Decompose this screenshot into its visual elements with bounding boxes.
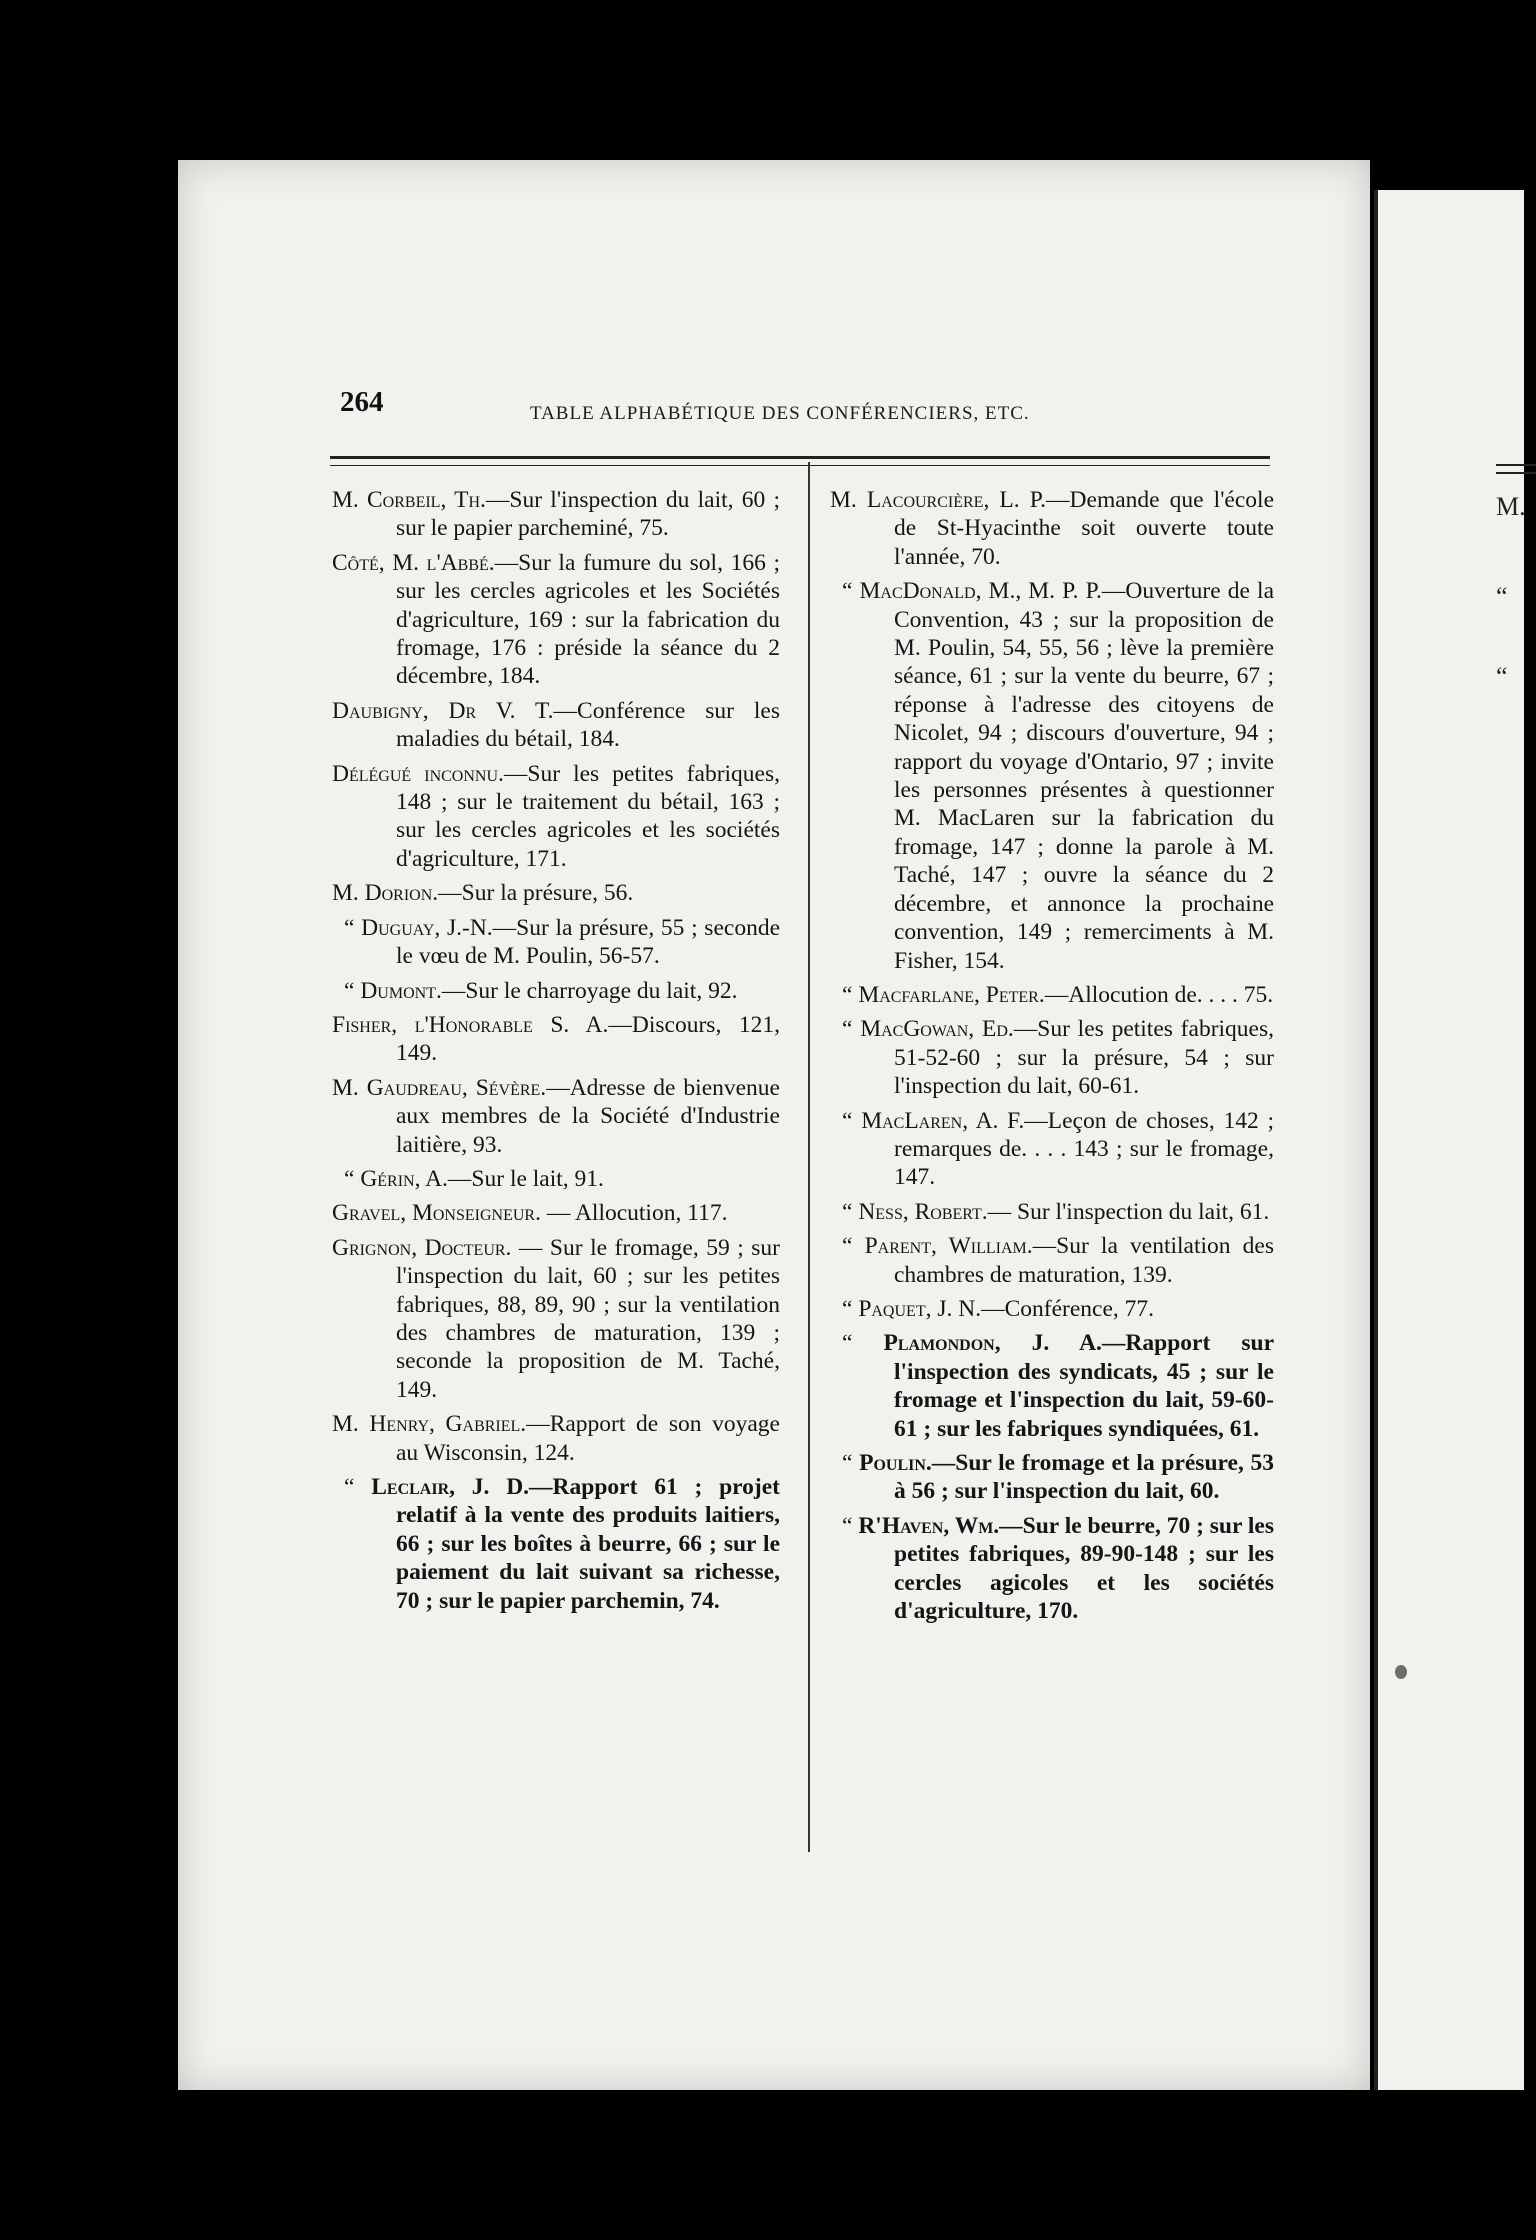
right-column [830, 486, 1274, 1631]
index-entry [830, 577, 1274, 975]
adjacent-page-fragment: “ [1496, 662, 1508, 691]
ink-spot [1395, 1665, 1407, 1679]
entry-text: —Sur la ventilation des chambres de maturation, 139. [894, 1233, 1275, 1288]
entry-text: — Sur le fromage, 59 ; sur l'inspection du lait, 60 ; sur les petites fabriques, 88, 89, 90 ; sur la ventilation des chambres de maturation, 139 ; seconde la proposition de M. Taché, 149. [396, 1234, 780, 1403]
index-entry [332, 1011, 780, 1068]
speaker-name: Dorion. [364, 880, 439, 907]
index-entry [830, 1232, 1274, 1289]
entry-prefix: “ [344, 977, 361, 1004]
speaker-name: Gaudreau, Sévère. [366, 1074, 547, 1101]
speaker-name: Grignon, Docteur. [332, 1234, 512, 1261]
speaker-name: Dumont. [360, 977, 442, 1004]
entry-text: —Sur l'inspection du lait, 60 ; sur le papier parcheminé, 75. [396, 487, 780, 542]
speaker-name: Henry, Gabriel. [369, 1411, 527, 1438]
index-entry [332, 879, 780, 907]
index-entry [830, 486, 1274, 571]
entry-text: —Sur le charroyage du lait, 92. [441, 977, 738, 1004]
entry-prefix: “ [344, 914, 362, 941]
entry-text: —Sur le lait, 91. [447, 1165, 604, 1192]
entry-prefix: “ [842, 1295, 859, 1322]
speaker-name: Paquet, J. N. [858, 1295, 982, 1322]
page-number: 264 [340, 386, 384, 418]
index-entry [830, 1449, 1274, 1506]
index-entry [332, 1473, 780, 1615]
speaker-name: Plamondon, J. A. [883, 1330, 1102, 1357]
speaker-name: Duguay, J.-N. [361, 914, 493, 941]
index-entry [830, 1198, 1274, 1226]
entry-prefix: “ [344, 1474, 372, 1500]
index-entry [830, 1512, 1274, 1626]
entry-prefix: “ [842, 1107, 862, 1134]
entry-text: —Leçon de choses, 142 ; remarques de. . . . 143 ; sur le fromage, 147. [894, 1107, 1274, 1191]
entry-prefix: “ [842, 1016, 861, 1043]
speaker-name: MacGowan, Ed. [860, 1016, 1014, 1043]
adjacent-page-fragment: M. [1496, 492, 1526, 521]
index-entry [830, 1295, 1274, 1323]
index-entry [332, 1074, 780, 1159]
entry-text: — Sur l'inspection du lait, 61. [987, 1198, 1270, 1225]
adjacent-page-fragment: “ [1496, 582, 1508, 611]
index-entry [332, 977, 780, 1005]
entry-prefix: M. [830, 487, 867, 513]
speaker-name: Corbeil, Th. [367, 487, 486, 513]
index-entry [332, 1410, 780, 1467]
column-divider [808, 462, 810, 1852]
entry-text: —Allocution de. . . . 75. [1044, 981, 1274, 1008]
entry-text: —Sur la présure, 56. [438, 880, 634, 907]
index-entry [830, 1107, 1274, 1192]
entry-prefix: “ [842, 1512, 859, 1539]
speaker-name: Gravel, Monseigneur. [332, 1200, 541, 1227]
speaker-name: Poulin. [859, 1450, 932, 1476]
index-entry [332, 760, 780, 874]
left-column [332, 486, 780, 1621]
entry-text: —Sur le fromage et la présure, 53 à 56 ; sur l'inspection du lait, 60. [894, 1450, 1274, 1505]
index-entry [332, 1165, 780, 1193]
speaker-name: Macfarlane, Peter. [858, 981, 1045, 1008]
speaker-name: Ness, Robert. [858, 1198, 988, 1225]
adjacent-page-edge [1374, 190, 1524, 2090]
index-entry [332, 549, 780, 691]
speaker-name: MacLaren, A. F. [861, 1107, 1025, 1134]
speaker-name: Parent, William. [864, 1233, 1033, 1260]
entry-text: —Rapport sur l'inspection des syndicats, 45 ; sur le fromage et l'inspection du lait, 59-60-61 ; sur les fabriques syndiquées, 61. [894, 1330, 1274, 1442]
speaker-name: Côté, M. l'Abbé. [332, 549, 495, 576]
entry-text: —Sur la fumure du sol, 166 ; sur les cercles agricoles et les Sociétés d'agriculture, 169 : sur la fabrication du fromage, 176 : préside la séance du 2 décembre, 184. [396, 549, 780, 690]
index-entry [332, 486, 780, 543]
entry-prefix: “ [842, 1330, 884, 1357]
speaker-name: Délégué inconnu. [332, 760, 504, 787]
entry-prefix: M. [332, 1074, 367, 1101]
entry-text: —Sur le beurre, 70 ; sur les petites fabriques, 89-90-148 ; sur les cercles agicoles et les sociétés d'agriculture, 170. [894, 1512, 1274, 1625]
entry-text: —Sur les petites fabriques, 148 ; sur le traitement du bétail, 163 ; sur les cercles agricoles et les sociétés d'agriculture, 171. [396, 760, 780, 872]
entry-prefix: “ [344, 1165, 361, 1192]
entry-text: —Rapport 61 ; projet relatif à la vente des produits laitiers, 66 ; sur les boîtes à beurre, 66 ; sur le paiement du lait suivant sa richesse, 70 ; sur le papier parchemin, 74. [396, 1474, 780, 1614]
index-entry [830, 1329, 1274, 1443]
entry-text: —Conférence, 77. [981, 1295, 1155, 1322]
index-entry [332, 1199, 780, 1227]
header-rule [330, 456, 1270, 466]
entry-prefix: “ [842, 1450, 860, 1476]
entry-text: —Conférence sur les maladies du bétail, 184. [396, 697, 781, 753]
index-entry [332, 1234, 780, 1404]
index-entry [830, 981, 1274, 1009]
page-title: TABLE ALPHABÉTIQUE DES CONFÉRENCIERS, ETC. [530, 403, 1030, 424]
entry-prefix: “ [842, 1198, 859, 1225]
entry-text: —Discours, 121, 149. [396, 1011, 780, 1067]
entry-prefix: “ [842, 1233, 865, 1260]
entry-prefix: M. [332, 1411, 370, 1438]
entry-prefix: “ [842, 578, 860, 605]
speaker-name: Fisher, l'Honorable S. A. [332, 1011, 609, 1038]
entry-prefix: M. [332, 880, 365, 907]
speaker-name: Daubigny, Dr V. T. [332, 697, 554, 724]
speaker-name: R'Haven, Wm. [858, 1512, 1000, 1539]
entry-text: —Rapport de son voyage au Wisconsin, 124. [396, 1411, 780, 1466]
entry-text: —Sur les petites fabriques, 51-52-60 ; sur la présure, 54 ; sur l'inspection du lait, 60-61. [894, 1016, 1274, 1100]
entry-prefix: “ [842, 981, 859, 1008]
entry-text: —Ouverture de la Convention, 43 ; sur la proposition de M. Poulin, 54, 55, 56 ; lève la première séance, 61 ; sur la vente du beurre, 67 ; réponse à l'adresse des citoyens de Nicolet, 94 ; discours d'ouverture, 94 ; rapport du voyage d'Ontario, 97 ; invite les personnes présentes à questionner M. MacLaren sur la fabrication du fromage, 147 ; donne la parole à M. Taché, 147 ; ouvre la séance du 2 décembre, et annonce la prochaine convention, 149 ; remerciments à M. Fisher, 154. [894, 578, 1274, 974]
adjacent-page-rule [1496, 464, 1536, 474]
speaker-name: MacDonald, M., M. P. P. [859, 578, 1102, 605]
speaker-name: Lacourcière, L. P. [866, 487, 1047, 513]
index-entry [332, 914, 780, 971]
speaker-name: Gérin, A. [360, 1165, 448, 1192]
entry-prefix: M. [332, 487, 367, 513]
entry-text: —Adresse de bienvenue aux membres de la Société d'Industrie laitière, 93. [396, 1074, 780, 1158]
entry-text: —Sur la présure, 55 ; seconde le vœu de M. Poulin, 56-57. [396, 914, 780, 970]
speaker-name: Leclair, J. D. [371, 1474, 530, 1500]
entry-text: —Demande que l'école de St-Hyacinthe soit ouverte toute l'année, 70. [894, 487, 1275, 570]
index-entry [830, 1015, 1274, 1100]
entry-text: — Allocution, 117. [540, 1200, 728, 1227]
index-entry [332, 697, 780, 754]
